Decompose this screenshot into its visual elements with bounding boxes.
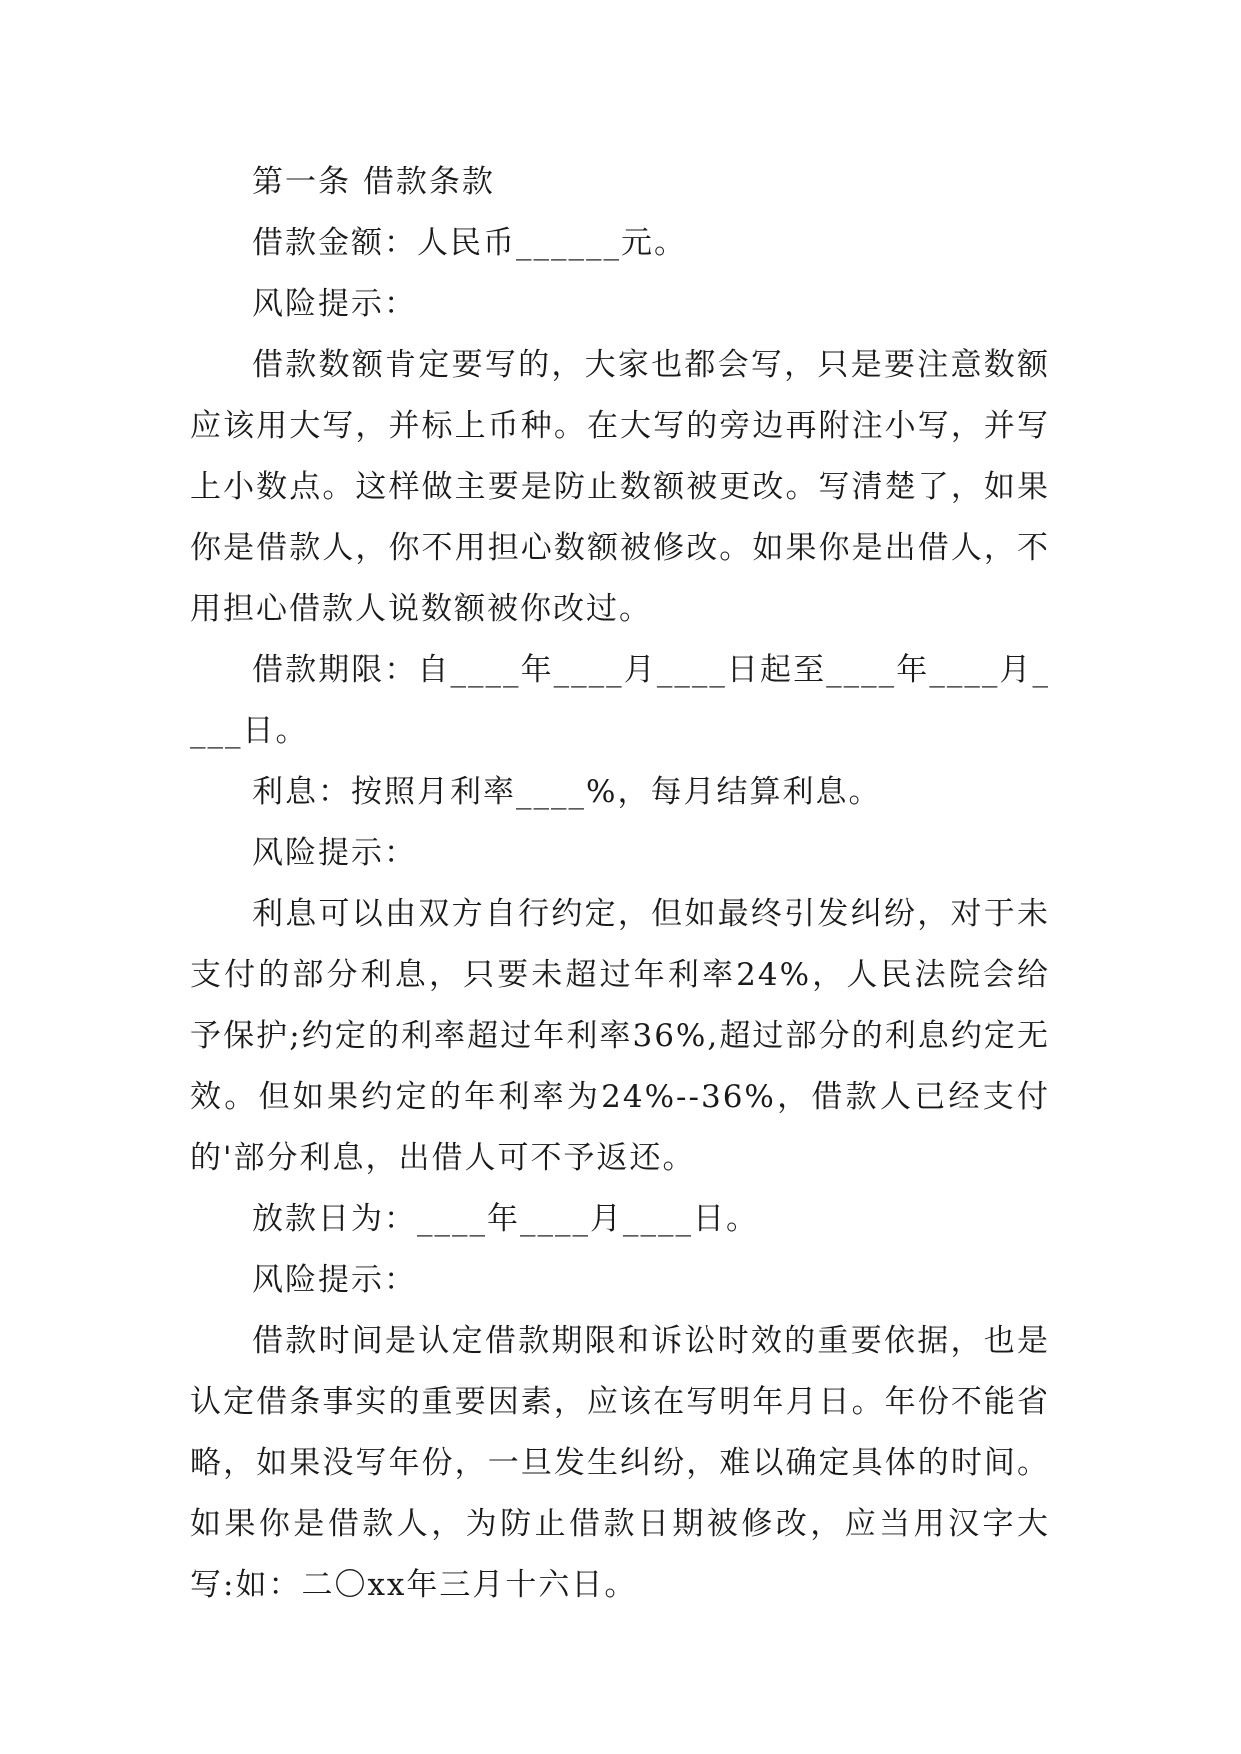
loan-term-line: 借款期限：自____年____月____日起至____年____月____日。	[190, 652, 1050, 749]
clause-heading: 第一条 借款条款	[252, 164, 495, 200]
interest-line: 利息：按照月利率____%，每月结算利息。	[252, 774, 882, 810]
loan-amount-tip-paragraph: 借款数额肯定要写的，大家也都会写，只是要注意数额应该用大写，并标上币种。在大写的旁边再附注小写，并写上小数点。这样做主要是防止数额被更改。写清楚了，如果你是借款人，你不用担心数额被修改。如果你是出借人，不用担心借款人说数额被你改过。	[190, 347, 1050, 627]
interest-tip-paragraph: 利息可以由双方自行约定，但如最终引发纠纷，对于未支付的部分利息，只要未超过年利率24%，人民法院会给予保护;约定的利率超过年利率36%,超过部分的利息约定无效。但如果约定的年利率为24%--36%，借款人已经支付的'部分利息，出借人可不予返还。	[190, 896, 1050, 1176]
loan-date-tip-paragraph: 借款时间是认定借款期限和诉讼时效的重要依据，也是认定借条事实的重要因素，应该在写明年月日。年份不能省略，如果没写年份，一旦发生纠纷，难以确定具体的时间。如果你是借款人，为防止借款日期被修改，应当用汉字大写:如：二〇xx年三月十六日。	[190, 1323, 1050, 1603]
loan-amount-line: 借款金额：人民币______元。	[252, 225, 687, 261]
document-body	[190, 152, 1050, 1616]
risk-tip-heading: 风险提示：	[252, 286, 417, 322]
risk-tip-heading: 风险提示：	[252, 835, 417, 871]
disbursement-date-line: 放款日为：____年____月____日。	[252, 1201, 759, 1237]
risk-tip-heading: 风险提示：	[252, 1262, 417, 1298]
